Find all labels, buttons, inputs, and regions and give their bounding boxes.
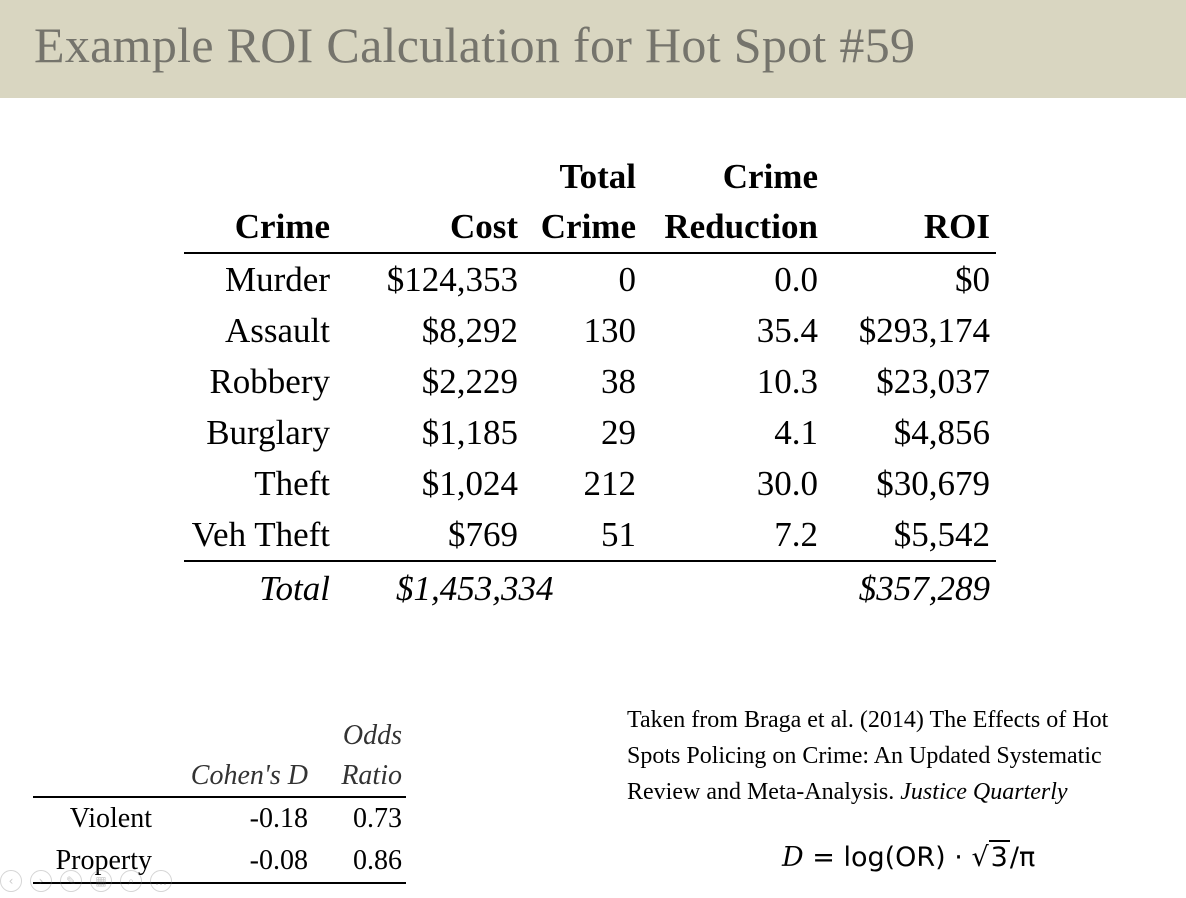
roi-header-reduction: Reduction <box>642 202 824 253</box>
citation <box>627 702 1167 810</box>
slides-icon[interactable]: ▦ <box>90 870 112 892</box>
roi-header-crime: Crime <box>184 202 336 253</box>
roi-table <box>184 152 996 616</box>
formula-eq: = log(OR) · <box>803 842 972 873</box>
effect-header-top <box>33 716 156 756</box>
crime-cell: Murder <box>225 260 330 299</box>
formula-radicand: 3 <box>990 842 1008 873</box>
crime-cell: Veh Theft <box>184 509 336 561</box>
total-row <box>184 561 996 616</box>
formula <box>782 842 1035 873</box>
pen-icon[interactable]: ✎ <box>60 870 82 892</box>
cost-cell: $1,024 <box>421 464 518 503</box>
cost-cell: $769 <box>336 509 524 561</box>
total-cost: $1,453,334 <box>396 569 554 608</box>
odds-ratio-cell: 0.73 <box>353 803 402 834</box>
crime-cell: Theft <box>254 464 330 503</box>
sqrt-icon: √ <box>971 842 989 873</box>
total-empty <box>642 561 824 616</box>
zoom-icon[interactable]: ⌕ <box>120 870 142 892</box>
cost-cell: $1,185 <box>421 413 518 452</box>
roi-header-roi: ROI <box>824 202 996 253</box>
total-cell: 51 <box>524 509 642 561</box>
total-cell: 29 <box>601 413 636 452</box>
total-roi: $357,289 <box>858 569 990 608</box>
cost-cell: $8,292 <box>421 311 518 350</box>
effect-header-cohens-d: Cohen's D <box>156 756 312 797</box>
play-icon[interactable]: › <box>30 870 52 892</box>
formula-lhs: D <box>782 842 804 873</box>
roi-cell: $0 <box>955 260 990 299</box>
crime-cell: Robbery <box>209 362 330 401</box>
citation-journal: Justice Quarterly <box>900 779 1068 805</box>
total-cell: 130 <box>583 311 636 350</box>
formula-divisor: /π <box>1009 842 1036 873</box>
prev-icon[interactable]: ‹ <box>0 870 22 892</box>
roi-header-top-crime: Crime <box>722 157 818 196</box>
effect-label-cell: Violent <box>69 803 152 834</box>
roi-header-cost: Cost <box>336 202 524 253</box>
crime-cell: Burglary <box>206 413 330 452</box>
table-row <box>184 356 996 407</box>
odds-ratio-cell: 0.86 <box>312 840 406 883</box>
total-label: Total <box>259 569 330 608</box>
table-row <box>184 305 996 356</box>
table-row <box>184 458 996 509</box>
effect-header-label <box>33 756 156 797</box>
effect-size-table <box>33 716 406 884</box>
more-icon[interactable]: … <box>150 870 172 892</box>
effect-header-top <box>156 716 312 756</box>
roi-cell: $23,037 <box>876 362 990 401</box>
total-cell: 0 <box>618 260 636 299</box>
slide-title: Example ROI Calculation for Hot Spot #59 <box>34 17 916 73</box>
reduction-cell: 35.4 <box>756 311 818 350</box>
total-cell: 38 <box>601 362 636 401</box>
citation-text: Taken from Braga et al. (2014) The Effects of Hot Spots Policing on Crime: An Updated Systematic Review and Meta-Analysis. <box>627 707 1109 805</box>
total-cell: 212 <box>583 464 636 503</box>
effect-header-ratio: Ratio <box>312 756 406 797</box>
table-row <box>184 407 996 458</box>
reduction-cell: 7.2 <box>642 509 824 561</box>
roi-header-top-total: Total <box>559 157 636 196</box>
reduction-cell: 10.3 <box>756 362 818 401</box>
crime-cell: Assault <box>225 311 330 350</box>
cohens-d-cell: -0.18 <box>249 803 308 834</box>
roi-header-total-crime: Crime <box>524 202 642 253</box>
title-bar <box>0 0 1186 98</box>
effect-header-top-odds: Odds <box>342 720 402 751</box>
roi-cell: $4,856 <box>893 413 990 452</box>
roi-cell: $30,679 <box>876 464 990 503</box>
roi-header-top <box>336 152 524 202</box>
roi-cell: $5,542 <box>824 509 996 561</box>
reduction-cell: 4.1 <box>774 413 818 452</box>
effect-label-cell: Property <box>33 840 156 883</box>
table-row <box>33 797 406 840</box>
cost-cell: $124,353 <box>386 260 518 299</box>
table-row <box>184 253 996 305</box>
table-row <box>184 509 996 561</box>
slide-nav-controls <box>0 870 172 892</box>
roi-header-top <box>184 152 336 202</box>
reduction-cell: 30.0 <box>756 464 818 503</box>
reduction-cell: 0.0 <box>774 260 818 299</box>
roi-header-top <box>824 152 996 202</box>
roi-cell: $293,174 <box>858 311 990 350</box>
cost-cell: $2,229 <box>421 362 518 401</box>
cohens-d-cell: -0.08 <box>156 840 312 883</box>
